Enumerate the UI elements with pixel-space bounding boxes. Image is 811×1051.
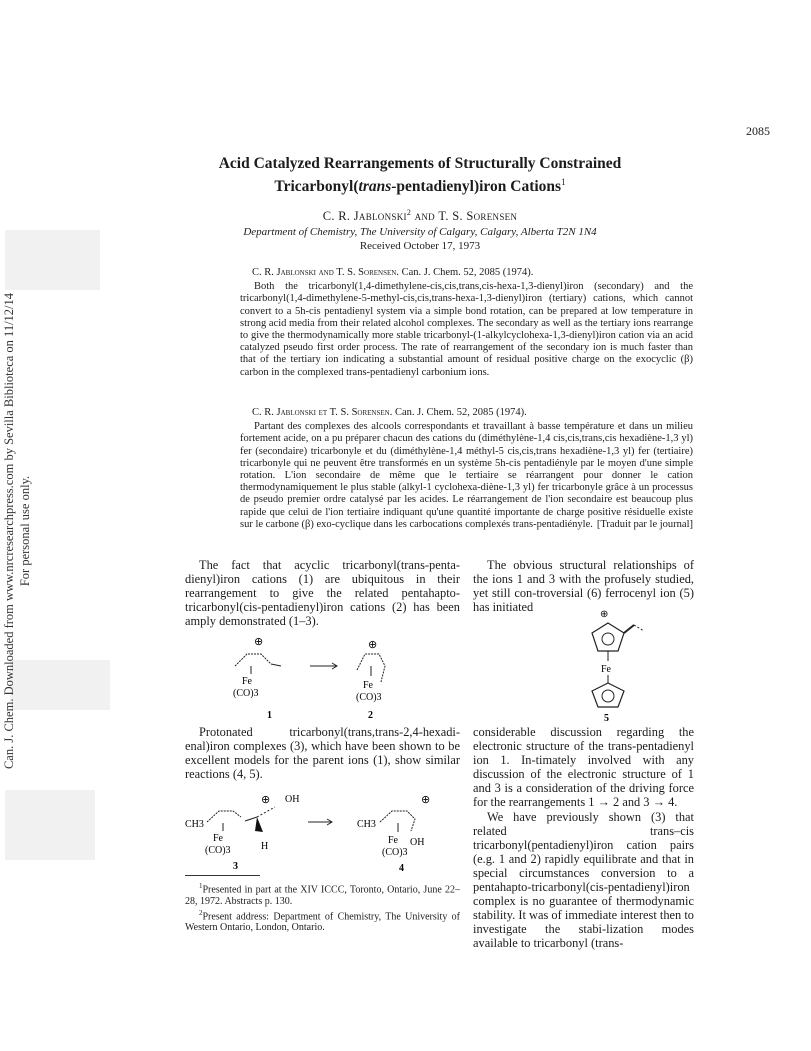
footnote-1: $^1$Presented in part at the XIV ICCC, Toronto, Ontario, June 22–28, 1972. Abstracts p. 130. (185, 882, 460, 907)
author-1: C. R. Jablonski (322, 209, 407, 224)
svg-text:Fe: Fe (213, 833, 223, 844)
right-paragraph-1: The obvious structural relationships of the ions 1 and 3 with the profusely studied, yet still con-troversial (6) ferrocenyl ion (5) has initiated (473, 558, 694, 615)
svg-text:Fe: Fe (388, 835, 398, 846)
plus-charge: ⊕ (261, 794, 271, 806)
page-number: 2085 (746, 124, 770, 138)
carbonyl-label: (CO)3 (233, 688, 259, 699)
affiliation: Department of Chemistry, The University of Calgary, Calgary, Alberta T2N 1N4 (243, 226, 597, 238)
abstract-text-fr: Partant des complexes des alcools correspondants et travaillant à basse température et dans un milieu fortement acide, on a pu préparer chacun des cations du (diméthylène-1,4 cis,cis,trans,cis hexadiène-1,3 yl) fer (secondaire) tricarbonyle et du (diméthylène-1,4 méthyl-5 cis,cis,trans hexadiène-1,3 yl) fer (tertiaire) tricarbonyle qui ne peuvent être transformés en un système 5h-cis pentadiényle par le moyen d'une simple rotation. L'ion secondaire de même que le tertiaire se réarrangent pour donner le cation thermodynamiquement le plus stable (alkyl-1 cyclohexa-diène-1,3 yl) fer tricarbonyle grâce à un processus de pseudo premier ordre catalysé par les acides. Le réarrangement de l'ion secondaire est beaucoup plus rapide que celui de l'ion tertiaire indiquant qu'une quantité importante de charge positive résiduelle existe sur le carbone (β) exo-cyclique dans les carbocations complexés trans-pentadiényle. (240, 421, 693, 530)
left-paragraph-2: Protonated tricarbonyl(trans,trans-2,4-hexadi-enal)iron complexes (3), which have been shown to be excellent models for the parent ions (1), show similar reactions (4, 5). (185, 725, 460, 782)
compound-label-1: 1 (267, 710, 272, 721)
plus-charge: ⊕ (254, 636, 264, 648)
abstract-english (240, 267, 693, 379)
compound-label-4: 4 (399, 863, 404, 874)
scheme-1-to-2 (225, 636, 425, 722)
svg-text:⊕: ⊕ (421, 794, 431, 806)
hydrogen-label: H (261, 841, 269, 852)
scheme-3-to-4 (185, 787, 460, 875)
svg-text:Fe: Fe (363, 680, 373, 691)
svg-text:(CO)3: (CO)3 (382, 847, 408, 858)
plus-charge: ⊕ (600, 609, 609, 620)
article-title (150, 155, 690, 196)
ferrocenyl-structure (570, 605, 650, 723)
plus-charge: ⊕ (368, 639, 378, 651)
hydroxyl-label: OH (285, 794, 300, 805)
iron-label: Fe (601, 664, 611, 675)
svg-text:CH3: CH3 (357, 819, 376, 830)
cyclopentadienyl-ring-bottom (592, 683, 624, 707)
left-paragraph-1: The fact that acyclic tricarbonyl(trans-penta-dienyl)iron cations (1) are ubiquitous in their rearrangement to give the related pentahapto-tricarbonyl(cis-pentadienyl)iron cations (2) has been amply demonstrated (1–3). (185, 558, 460, 629)
abstract-citation: C. R. Jablonski and T. S. Sorensen. Can. J. Chem. 52, 2085 (1974). (252, 267, 534, 278)
compound-label-3: 3 (233, 861, 238, 872)
footnotes (185, 881, 460, 934)
methyl-label: CH3 (185, 819, 204, 830)
abstract-text: Both the tricarbonyl(1,4-dimethylene-cis,cis,trans,cis-hexa-1,3-dienyl)iron (secondary) and the tricarbonyl(1,4-dimethylene-5-methyl-cis,cis,trans-hexa-1,3-dienyl)iron (tertiary) cations, which cannot convert to a 5h-cis pentadienyl system via a simple bond rotation, can be prepared at low temperature in strong acid media from their related alcohol complexes. The secondary as well as the tertiary ions rearrange to give the thermodynamically more stable tricarbonyl-(1-alkylcyclohexa-1,3-dienyl)iron cation via an acid catalyzed pseudo first order process. The rate of rearrangement of the secondary ion is much faster than that of the tertiary ion indicating a substantial amount of residual positive charge on the exocyclic (β) carbon in the complexed trans-pentadienyl carbonium ions. (240, 281, 693, 378)
pentadienyl-trans-skeleton (235, 654, 271, 666)
iron-label: Fe (242, 676, 252, 687)
author-line: C. R. Jablonski$^2$ and T. S. Sorensen (322, 208, 518, 224)
svg-text:(CO)3: (CO)3 (205, 845, 231, 856)
right-paragraph-3: We have previously shown (3) that related trans–cis tricarbonyl(pentadienyl)iron cation pairs (e.g. 1 and 2) rapidly equilibrate and that in special circumstances conversion to a pentahapto-tricarbonyl(cis-pentadienyl)iron complex is no guarantee of thermodynamic stability. It was of immediate interest then to investigate the stabi-lization modes available to tricarbonyl (trans- (473, 809, 694, 951)
footnote-2: $^2$Present address: Department of Chemistry, The University of Western Ontario, London, Ontario. (185, 908, 460, 934)
download-watermark (1, 271, 33, 791)
translation-note: [Traduit par le journal] (596, 519, 693, 531)
abstract-french (240, 407, 693, 531)
received-date: Received October 17, 1973 (359, 240, 481, 252)
wedge-bond (255, 817, 263, 832)
svg-text:OH: OH (410, 837, 425, 848)
compound-label-2: 2 (368, 710, 373, 721)
svg-text:(CO)3: (CO)3 (356, 692, 382, 703)
title-line-2: Tricarbonyl(trans-pentadienyl)iron Cations$^1$ (274, 177, 566, 196)
author-2: T. S. Sorensen (438, 209, 518, 224)
footnote-rule (185, 875, 260, 876)
title-line-1: Acid Catalyzed Rearrangements of Structurally Constrained (218, 155, 622, 172)
watermark-line-2: For personal use only. (18, 475, 32, 587)
watermark-line-1: Can. J. Chem. Downloaded from www.nrcresearchpress.com by Sevilla Biblioteca on 11/12/14 (2, 292, 16, 770)
compound-label-5: 5 (604, 713, 609, 723)
abstract-citation-fr: C. R. Jablonski et T. S. Sorensen. Can. J. Chem. 52, 2085 (1974). (252, 407, 527, 418)
scan-smudge (5, 790, 95, 860)
right-paragraph-2: considerable discussion regarding the electronic structure of the trans-pentadienyl ion 1. In-timately involved with any discussion of the electronic structure of 1 and 3 is a consideration of the driving force for the rearrangements 1 → 2 and 3 → 4. We have previously shown (3) that related trans–cis tricarbonyl(pentadienyl)iron cation pairs (e.g. 1 and 2) rapidly equilibrate and that in special circumstances conversion to a pentahapto-tricarbonyl(cis-pentadienyl)iron complex is no guarantee of thermodynamic stability. It was of immediate interest then to investigate the stabi-lization modes available to tricarbonyl (trans- (473, 725, 694, 951)
cyclopentadienyl-ring-top (592, 623, 624, 651)
